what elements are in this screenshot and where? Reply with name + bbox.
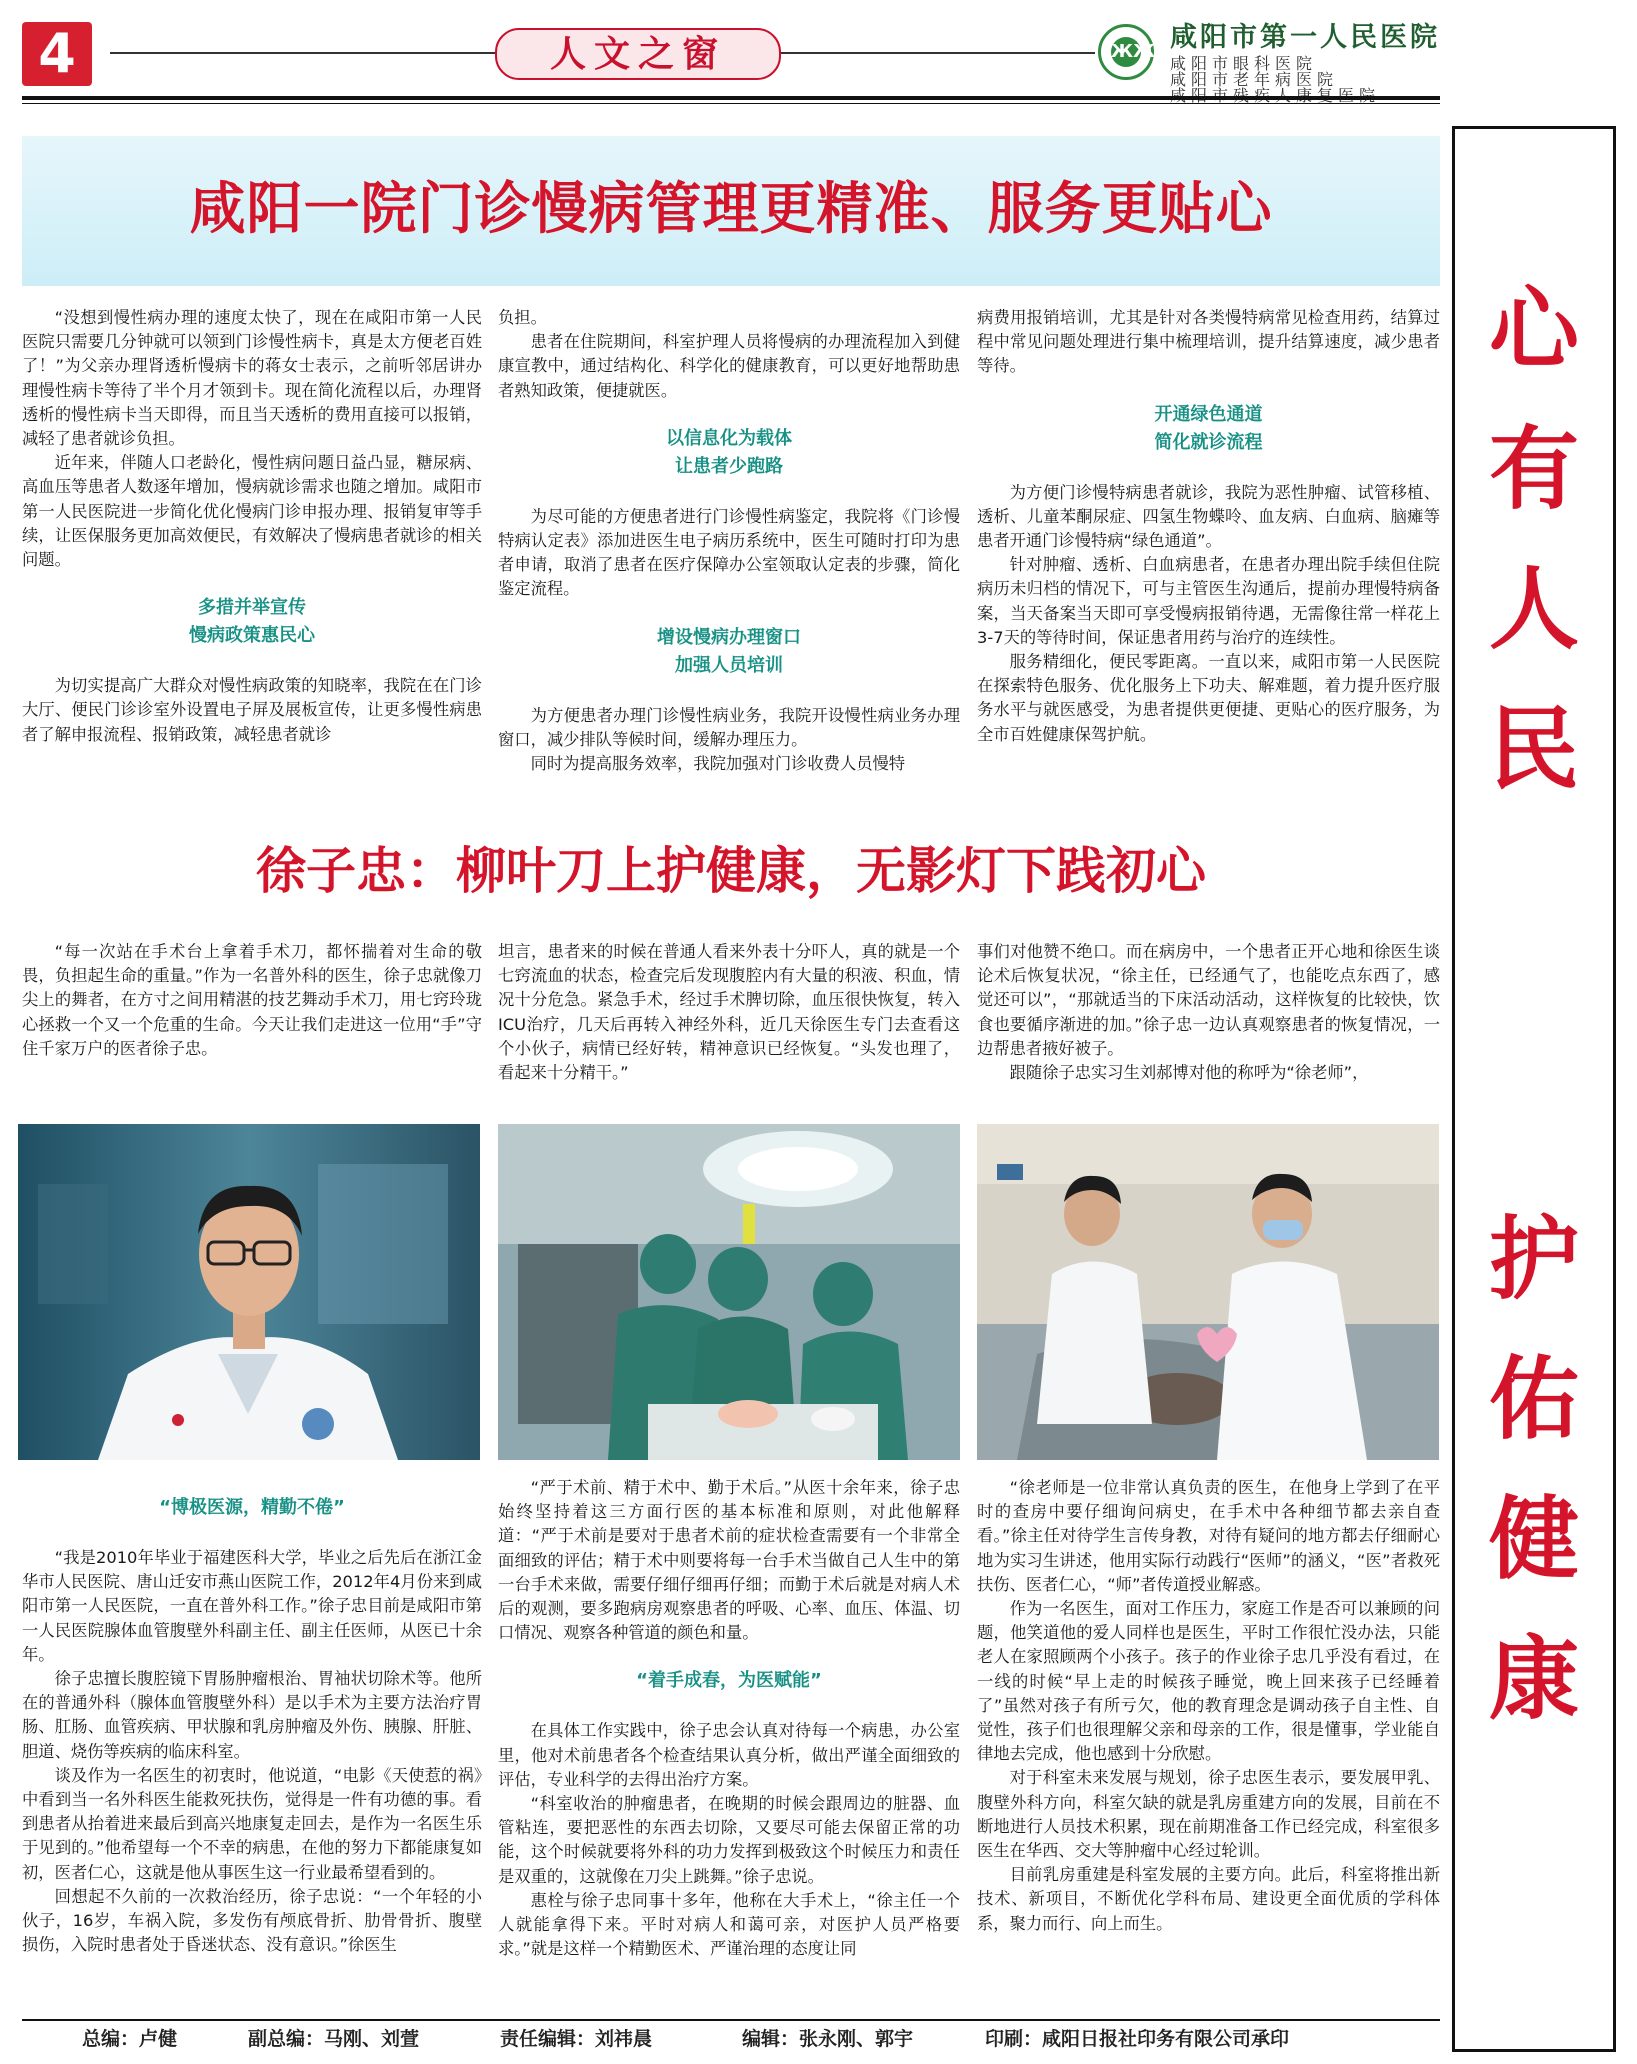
subheading-line: 多措并举宣传 [198, 597, 306, 619]
subheading [977, 401, 1440, 457]
paragraph: 同时为提高服务效率，我院加强对门诊收费人员慢特 [530, 754, 906, 774]
hospital-subname: 咸阳市眼科医院 [1170, 54, 1318, 73]
ward-round-photo [977, 1124, 1439, 1460]
paragraph: 服务精细化，便民零距离。一直以来，咸阳市第一人民医院在探索特色服务、优化服务上下功夫、解难题，着力提升医疗服务水平与就医感受，为患者提供更便捷、更贴心的医疗服务，为全市百姓健康保驾护航。 [977, 652, 1440, 744]
paragraph: 跟随徐子忠实习生刘郝博对他的称呼为“徐老师”， [1009, 1063, 1369, 1083]
paragraph: 回想起不久前的一次救治经历，徐子忠说：“一个年轻的小伙子，16岁，车祸入院，多发伤有颅底骨折、肋骨骨折、腹壁损伤，入院时患者处于昏迷状态、没有意识。”徐医生 [22, 1886, 482, 1955]
subheading [498, 425, 960, 481]
subheading-line: 让患者少跑路 [675, 455, 783, 477]
article1-column-1 [22, 306, 482, 747]
article1-banner [22, 136, 1440, 286]
slogan-char: 民 [1489, 696, 1579, 802]
article1-title: 咸阳一院门诊慢病管理更精准、服务更贴心 [189, 177, 1273, 242]
paragraph: 在具体工作实践中，徐子忠会认真对待每一个病患，办公室里，他对术前患者各个检查结果认真分析，做出严谨全面细致的评估，专业科学的去得出治疗方案。 [498, 1721, 960, 1789]
subheading: “着手成春，为医赋能” [636, 1670, 822, 1692]
page-number: 4 [22, 22, 92, 86]
paragraph: “我是2010年毕业于福建医科大学，毕业之后先后在浙江金华市人民医院、唐山迁安市燕山医院工作，2012年4月份来到咸阳市第一人民医院，一直在普外科工作。”徐子忠目前是咸阳市第一人民医院腺体血管腹壁外科副主任、副主任医师，从医已十余年。 [22, 1548, 482, 1664]
hospital-name: 咸阳市第一人民医院 [1170, 22, 1440, 53]
article1-column-2 [498, 306, 960, 776]
article2-intro-column-1 [22, 940, 482, 1061]
paragraph: 惠栓与徐子忠同事十多年，他称在大手术上，“徐主任一个人就能拿得下来。平时对病人和蔼可亲，对医护人员严格要求。”就是这样一个精勤医术、严谨治理的态度让同 [498, 1890, 960, 1959]
paragraph: “徐老师是一位非常认真负责的医生，在他身上学到了在平时的查房中要仔细询问病史，在手术中各种细节都去亲自查看。”徐主任对待学生言传身教，对待有疑问的地方都去仔细耐心地为实习生讲述，他用实际行动践行“医师”的涵义，“医”者救死扶伤、医者仁心，“师”者传道授业解惑。 [977, 1478, 1440, 1594]
paragraph: 为方便门诊慢特病患者就诊，我院为恶性肿瘤、试管移植、透析、儿童苯酮尿症、四氢生物蝶呤、血友病、白血病、脑瘫等患者开通门诊慢特病“绿色通道”。 [977, 482, 1440, 551]
article2-title: 徐子忠：柳叶刀上护健康，无影灯下践初心 [256, 842, 1206, 900]
paragraph: “没想到慢性病办理的速度太快了，现在在咸阳市第一人民医院只需要几分钟就可以领到门诊慢性病卡，真是太方便老百姓了！”为父亲办理肾透析慢病卡的蒋女士表示，之前听邻居讲办理慢性病卡等待了半个月才领到卡。现在简化流程以后，办理肾透析的慢性病卡当天即得，而且当天透析的费用直接可以报销，减轻了患者就诊负担。 [22, 308, 482, 449]
paragraph: 患者在住院期间，科室护理人员将慢病的办理流程加入到健康宣教中，通过结构化、科学化的健康教育，可以更好地帮助患者熟知政策，便捷就医。 [498, 332, 960, 400]
subheading-line: 慢病政策惠民心 [189, 625, 315, 647]
paragraph: 负担。 [498, 308, 547, 327]
section-title: 人文之窗 [495, 28, 781, 80]
footer-chief-editor: 总编：卢健 [82, 2028, 178, 2050]
hospital-logo-icon [1098, 24, 1154, 80]
paragraph: 近年来，伴随人口老龄化，慢性病问题日益凸显，糖尿病、高血压等患者人数逐年增加，慢病就诊需求也随之增加。咸阳市第一人民医院进一步简化优化慢病门诊申报办理、报销复审等手续，让医保服务更加高效便民，有效解决了慢病患者就诊的相关问题。 [22, 453, 482, 570]
slogan-char: 心 [1489, 276, 1579, 382]
subheading-line: 以信息化为载体 [666, 427, 792, 449]
masthead-bottom-rule-thin [22, 103, 1440, 104]
paragraph: 病费用报销培训，尤其是针对各类慢特病常见检查用药，结算过程中常见问题处理进行集中梳理培训，提升结算速度，减少患者等待。 [977, 308, 1440, 376]
subheading-line: 增设慢病办理窗口 [657, 626, 801, 648]
paragraph: 为切实提高广大群众对慢性病政策的知晓率，我院在在门诊大厅、便民门诊诊室外设置电子屏及展板宣传，让更多慢性病患者了解申报流程、报销政策，减轻患者就诊 [22, 676, 482, 744]
paragraph: 坦言，患者来的时候在普通人看来外表十分吓人，真的就是一个七窍流血的状态，检查完后发现腹腔内有大量的积液、积血，情况十分危急。紧急手术，经过手术脾切除，血压很快恢复，转入ICU治疗，几天后再转入神经外科，近几天徐医生专门去查看这个小伙子，病情已经好转，精神意识已经恢复。“头发也理了，看起来十分精干。” [498, 942, 960, 1083]
logo-mark: ЖЖ [1111, 37, 1141, 67]
footer-editors: 编辑：张永刚、郭宇 [742, 2028, 914, 2050]
article2-column-2 [498, 1476, 960, 1961]
hospital-subname: 咸阳市残疾人康复医院 [1170, 86, 1381, 105]
article2-column-1 [22, 1494, 482, 1957]
paragraph: 事们对他赞不绝口。而在病房中，一个患者正开心地和徐医生谈论术后恢复状况，“徐主任，已经通气了，也能吃点东西了，感觉还可以”，“那就适当的下床活动活动，这样恢复的比较快，饮食也要循序渐进的加。”徐子忠一边认真观察患者的恢复情况，一边帮患者掖好被子。 [977, 942, 1440, 1058]
article2-intro-column-2 [498, 940, 960, 1085]
subheading-line: 简化就诊流程 [1154, 431, 1263, 453]
hospital-subname: 咸阳市老年病医院 [1170, 70, 1339, 89]
paragraph: 为方便患者办理门诊慢性病业务，我院开设慢性病业务办理窗口，减少排队等候时间，缓解办理压力。 [498, 705, 960, 749]
doctor-portrait-photo [18, 1124, 480, 1460]
paragraph: 为尽可能的方便患者进行门诊慢性病鉴定，我院将《门诊慢特病认定表》添加进医生电子病历系统中，医生可随时打印为患者申请，取消了患者在医疗保障办公室领取认定表的步骤，简化鉴定流程。 [498, 506, 960, 599]
slogan-char: 康 [1489, 1626, 1579, 1732]
subheading [22, 594, 482, 650]
slogan-char: 有 [1489, 416, 1579, 522]
footer-rule [22, 2019, 1440, 2021]
subheading-line: 加强人员培训 [675, 654, 783, 676]
paragraph: “每一次站在手术台上拿着手术刀，都怀揣着对生命的敬畏，负担起生命的重量。”作为一名普外科的医生，徐子忠就像刀尖上的舞者，在方寸之间用精湛的技艺舞动手术刀，用七窍玲珑心拯救一个又一个危重的生命。今天让我们走进这一位用“手”守住千家万户的医者徐子忠。 [22, 942, 482, 1058]
slogan-char: 健 [1489, 1486, 1579, 1592]
paragraph: 目前乳房重建是科室发展的主要方向。此后，科室将推出新技术、新项目，不断优化学科布局、建设更全面优质的学科体系，聚力而行、向上而生。 [977, 1865, 1440, 1933]
footer-deputy-editor: 副总编：马刚、刘萱 [248, 2028, 420, 2050]
slogan-char: 佑 [1489, 1346, 1579, 1452]
footer-responsible-editor: 责任编辑：刘祎晨 [500, 2028, 653, 2050]
masthead-bottom-rule [22, 96, 1440, 100]
subheading-line: 开通绿色通道 [1154, 403, 1263, 425]
paragraph: “严于术前、精于术中、勤于术后。”从医十余年来，徐子忠始终坚持着这三方面行医的基本标准和原则，对此他解释道：“严于术前是要对于患者术前的症状检查需要有一个非常全面细致的评估；精于术中则要将每一台手术当做自己人生中的第一台手术来做，需要仔细仔细再仔细；而勤于术后就是对病人术后的观测，要多跑病房观察患者的呼吸、心率、血压、体温、切口情况、观察各种管道的颜色和量。 [498, 1478, 960, 1643]
surgery-photo [498, 1124, 960, 1460]
slogan-char: 人 [1489, 556, 1579, 662]
paragraph: 徐子忠擅长腹腔镜下胃肠肿瘤根治、胃袖状切除术等。他所在的普通外科（腺体血管腹壁外科）是以手术为主要方法治疗胃肠、肛肠、血管疾病、甲状腺和乳房肿瘤及外伤、胰腺、肝脏、胆道、烧伤等疾病的临床科室。 [22, 1669, 482, 1761]
footer-printer: 印刷：咸阳日报社印务有限公司承印 [985, 2028, 1290, 2050]
paragraph: 谈及作为一名医生的初衷时，他说道，“电影《天使惹的祸》中看到当一名外科医生能救死扶伤，觉得是一件有功德的事。看到患者从抬着进来最后到高兴地康复走回去，是作为一名医生乐于见到的。”他希望每一个不幸的病患，在他的努力下都能康复如初，医者仁心，这就是他从事医生这一行业最希望看到的。 [22, 1765, 482, 1882]
paragraph: 针对肿瘤、透析、白血病患者，在患者办理出院手续但住院病历未归档的情况下，可与主管医生沟通后，提前办理慢特病备案，当天备案当天即可享受慢病报销待遇，无需像往常一样花上3-7天的等待时间，保证患者用药与治疗的连续性。 [977, 555, 1440, 647]
subheading: “博极医源，精勤不倦” [159, 1497, 345, 1518]
paragraph: 对于科室未来发展与规划，徐子忠医生表示，要发展甲乳、腹壁外科方向，科室欠缺的就是乳房重建方向的发展，目前在不断地进行人员技术积累，现在前期准备工作已经完成，科室很多医生在华西、交大等肿瘤中心经过轮训。 [977, 1768, 1440, 1861]
article2-column-3 [977, 1476, 1440, 1936]
subheading [498, 624, 960, 680]
slogan-box [1452, 126, 1616, 2052]
paragraph: 作为一名医生，面对工作压力，家庭工作是否可以兼顾的问题，他笑道他的爱人同样也是医生，平时工作很忙没办法，只能老人在家照顾两个小孩子。孩子的作业徐子忠几乎没有看过，在一线的时候“早上走的时候孩子睡觉，晚上回来孩子已经睡着了”虽然对孩子有所亏欠，他的教育理念是调动孩子自主性、自觉性，孩子们也很理解父亲和母亲的工作，很是懂事，学业能自律地去完成，他也感到十分欣慰。 [977, 1599, 1440, 1764]
paragraph: “科室收治的肿瘤患者，在晚期的时候会跟周边的脏器、血管粘连，要把恶性的东西去切除，又要尽可能去保留正常的功能，这个时候就要将外科的功力发挥到极致这个时候压力和责任是双重的，这就像在刀尖上跳舞。”徐子忠说。 [498, 1794, 960, 1886]
article2-intro-column-3 [977, 940, 1440, 1085]
article1-column-3 [977, 306, 1440, 747]
slogan-char: 护 [1489, 1206, 1579, 1312]
